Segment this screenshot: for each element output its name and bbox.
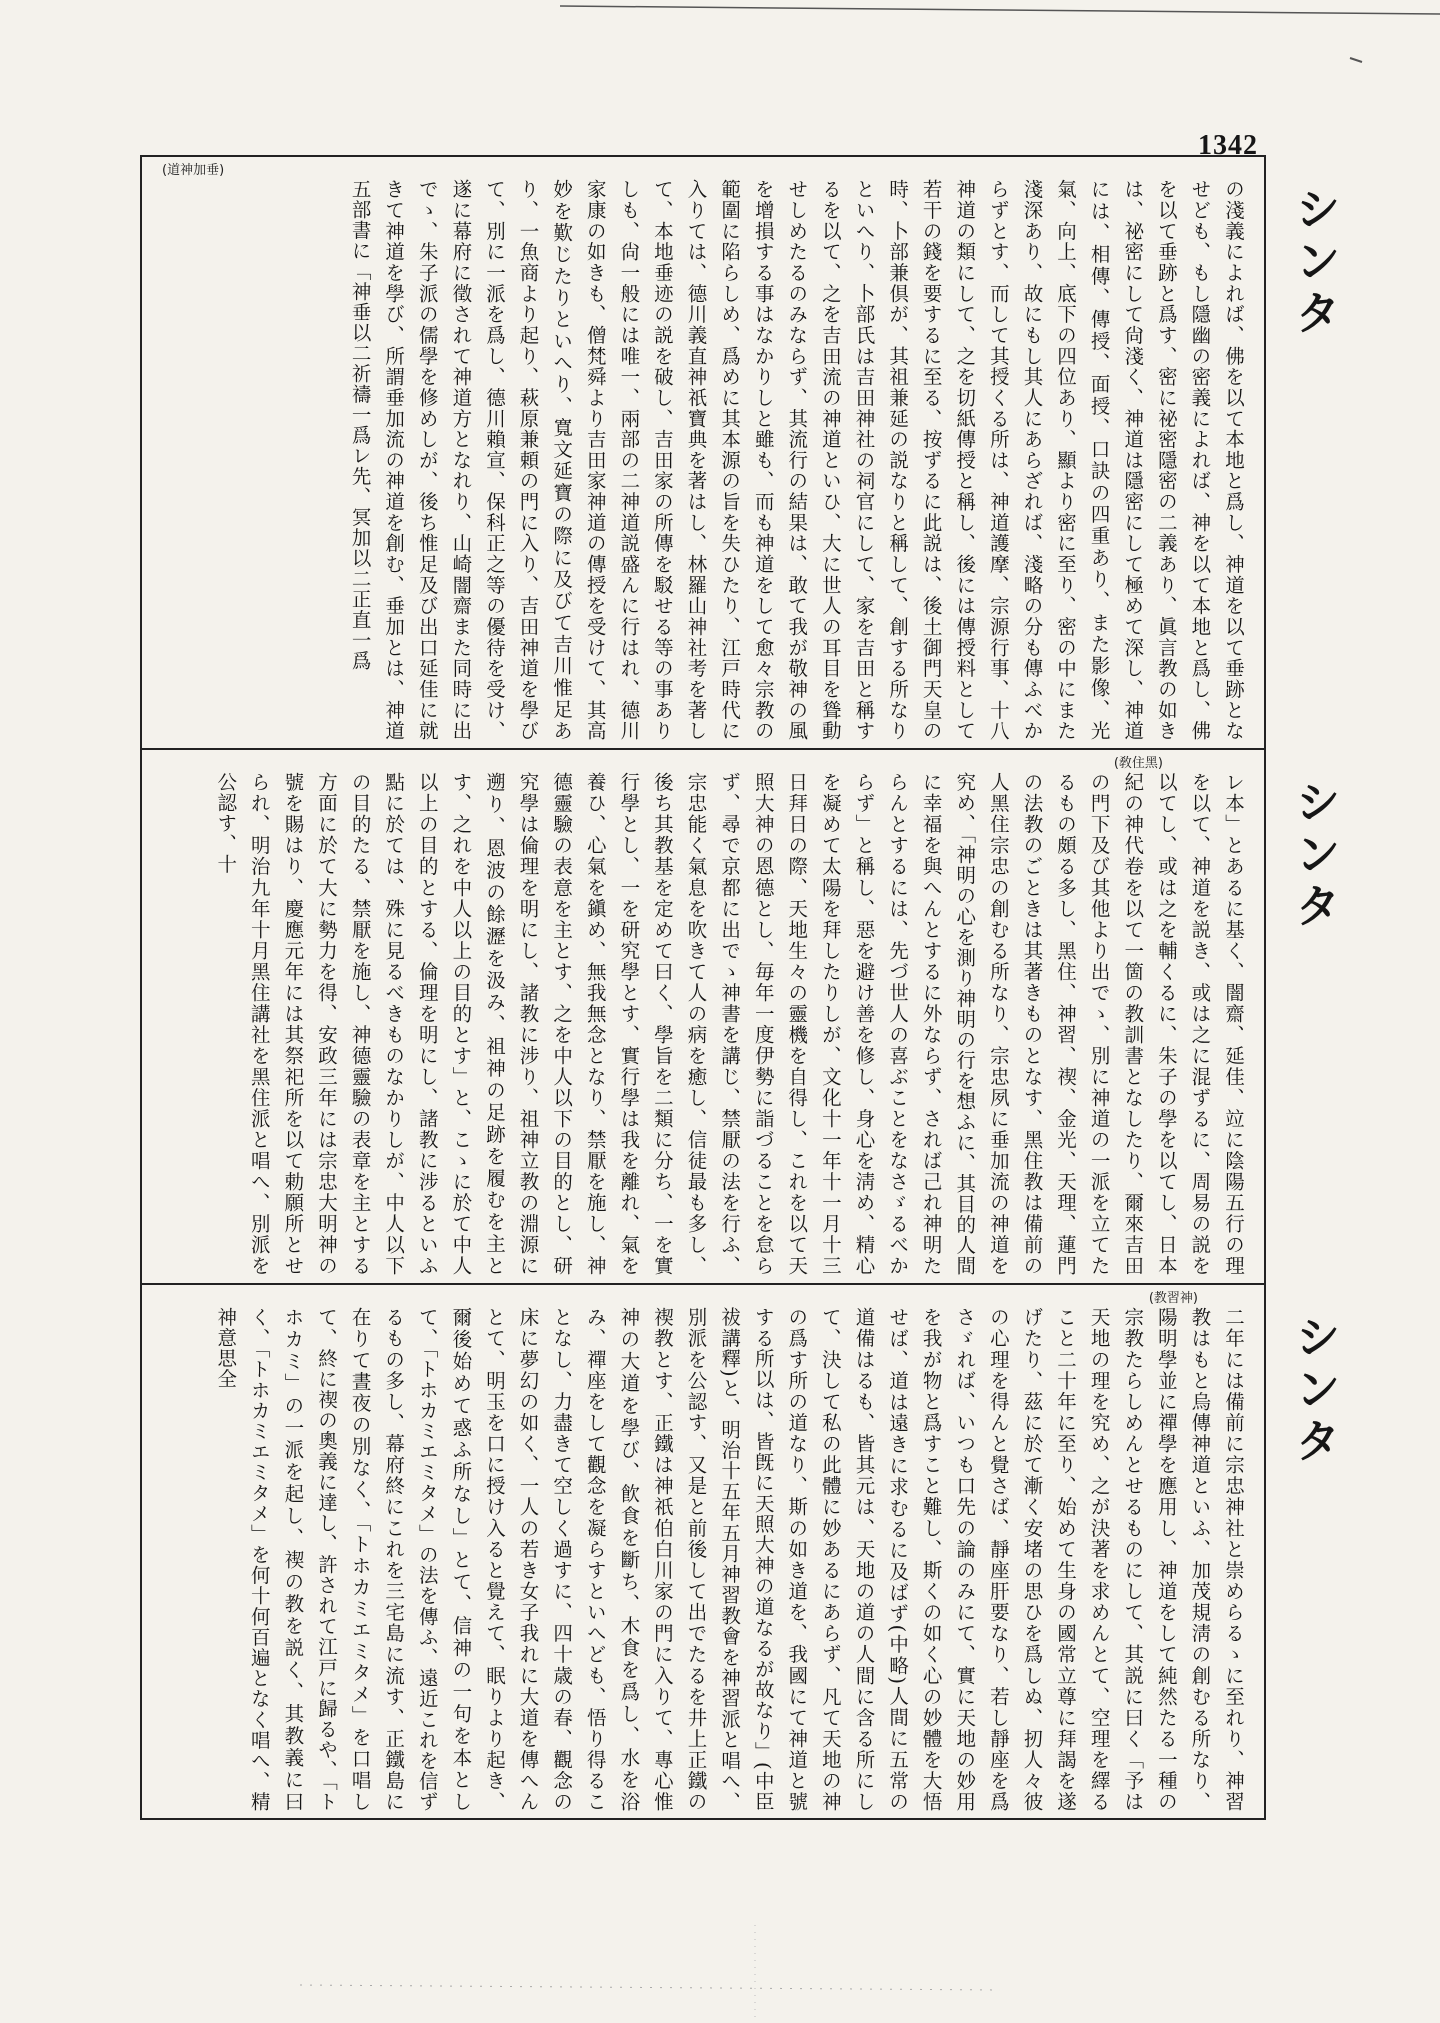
section-3 [142, 1285, 1342, 1818]
section-1 [142, 157, 1342, 747]
section-note: (敎住黑) [1113, 756, 1163, 771]
section-2 [142, 750, 1342, 1282]
section-heading: シンタ [1288, 1313, 1342, 1469]
section-body: 二年には備前に宗忠神社と崇めらるゝに至れり、神習教はもと烏傳神道といふ、加茂規淸の創むる所なり、陽明學並に禪學を應用し、神道をして純然たる一種の宗教たらしめんとせるものにして、其説に曰く「予は天地の理を究め、之が決著を求めんとて、空理を繹ること二十年に至り、始めて生身の國常立尊に拜謁を遂げたり、茲に於て漸く安堵の思ひを爲しぬ、扨人々彼の心理を得んと覺さば、靜座肝要なり、若し靜座を爲さゞれば、いつも口先の論のみにて、實に天地の妙用を我が物と爲すこと難し、斯くの如く心の妙體を大悟せば、道は遠きに求むるに及ばず(中略)人間に五常の道備はるも、皆其元は、天地の道の人間に含る所にして、決して私の此體に妙あるにあらず、凡て天地の神の爲す所の道なり、斯の如き道を、我國にて神道と號する所以は、皆旣に天照大神の道なるが故なり」(中臣祓講釋)と、明治十五年五月神習教會を神習派と唱へ、別派を公認す、又是と前後して出でたるを井上正鐵の禊教とす、正鐵は神祇伯白川家の門に入りて、專心惟神の大道を學び、飮食を斷ち、木食を爲し、水を浴み、禪座をして觀念を凝らすといへども、悟り得ることなし、力盡きて空しく過すに、四十歳の春、觀念の床に夢幻の如く、一人の若き女子我れに大道を傳へんとて、明玉を口に授け入ると覺えて、眠りより起き、爾後始めて惑ふ所なし」とて、信神の一句を本として、「トホカミエミタメ」の法を傳ふ、遠近これを信ずるもの多し、幕府終にこれを三宅島に流す、正鐵島に在りて晝夜の別なく、「トホカミエミタメ」を口唱して、終に禊の奧義に達し、許されて江戸に歸るや、「トホカミ」の一派を起し、禊の教を説く、其教義に曰く、「トホカミエミタメ」を何十何百遍となく唱へ、精神意思全 [214, 1307, 1245, 1812]
section-note: (道神加垂) [162, 163, 225, 178]
section-note: (教習神) [1148, 1291, 1198, 1306]
section-heading: シンタ [1288, 185, 1342, 341]
section-body: の淺義によれば、佛を以て本地と爲し、神道を以て垂跡となせども、もし隱幽の密義によれば、神を以て本地と爲し、佛を以て垂跡と爲す、密に祕密隱密の二義あり、眞言教の如きは、祕密にして尙淺く、神道は隱密にして極めて深し、神道には、相傳、傳授、面授、口訣の四重あり、また影像、光氣、向上、底下の四位あり、顯より密に至り、密の中にまた淺深あり、故にもし其人にあらざれば、淺略の分も傳ふべからずとす、而して其授くる所は、神道護摩、宗源行事、十八神道の類にして、之を切紙傳授と稱し、後には傳授料として若干の錢を要するに至る、按ずるに此説は、後土御門天皇の時、卜部兼倶が、其祖兼延の説なりと稱して、創する所なりといへり、卜部氏は吉田神社の祠官にして、家を吉田と稱するを以て、之を吉田流の神道といひ、大に世人の耳目を聳動せしめたるのみならず、其流行の結果は、敢て我が敬神の風を增損する事はなかりしと雖も、而も神道をして愈々宗教の範圍に陷らしめ、爲めに其本源の旨を失ひたり、江戸時代に入りては、德川義直神祇寶典を著はし、林羅山神社考を著して、本地垂迹の説を破し、吉田家の所傳を駁せる等の事ありしも、尙一般には唯一、兩部の二神道説盛んに行はれ、德川家康の如きも、僧梵舜より吉田家神道の傳授を受けて、其高妙を歎じたりといへり、寬文延寶の際に及びて吉川惟足あり、一魚商より起り、萩原兼頼の門に入り、吉田神道を學びて、別に一派を爲し、德川賴宣、保科正之等の優待を受け、遂に幕府に徵されて神道方となれり、山崎闇齋また同時に出でゝ、朱子派の儒學を修めしが、後ち惟足及び出口延佳に就きて神道を學び、所謂垂加流の神道を創む、垂加とは、神道五部書に「神垂以二祈禱一爲レ先、冥加以二正直一爲 [348, 179, 1245, 741]
section-heading: シンタ [1288, 778, 1342, 934]
page-number: 1342 [1198, 130, 1258, 161]
section-body: レ本」とあるに基く、闇齋、延佳、竝に陰陽五行の理を以て、神道を説き、或は之に混ずるに、周易の説を以てし、或は之を輔くるに、朱子の學を以てし、日本紀の神代卷を以て一箇の教訓書となしたり、爾來吉田の門下及び其他より出でゝ、別に神道の一派を立てたるもの頗る多し、黑住、神習、禊、金光、天理、蓮門の法教のごときは其著きものとなす、黑住教は備前の人黑住宗忠の創むる所なり、宗忠夙に垂加流の神道を究め、「神明の心を測り神明の行を想ふに、其目的人間に幸福を與へんとするに外ならず、されば己れ神明たらんとするには、先づ世人の喜ぶことをなさゞるべからず」と稱し、惡を避け善を修し、身心を淸め、精心を凝めて太陽を拜したりしが、文化十一年十一月十三日拜日の際、天地生々の靈機を自得し、これを以て天照大神の恩德とし、毎年一度伊勢に詣づることを怠らず、尋で京都に出でゝ神書を講じ、禁厭の法を行ふ、宗忠能く氣息を吹きて人の病を癒し、信徒最も多し、後ち其教基を定めて曰く、學旨を二類に分ち、一を實行學とし、一を研究學とす、實行學は我を離れ、氣を養ひ、心氣を鎭め、無我無念となり、禁厭を施し、神德靈驗の表意を主とす、之を中人以下の目的とし、研究學は倫理を明にし、諸教に涉り、祖神立教の淵源に遡り、恩波の餘瀝を汲み、祖神の足跡を履むを主とす、之れを中人以上の目的とす」と、こゝに於て中人以上の目的とする、倫理を明にし、諸教に涉るといふ點に於ては、殊に見るべきものなかりしが、中人以下の目的たる、禁厭を施し、神德靈驗の表章を主とする方面に於て大に勢力を得、安政三年には宗忠大明神の號を賜はり、慶應元年には其祭祀所を以て勅願所とせられ、明治九年十月黑住講社を黑住派と唱へ、別派を公認す、十 [214, 772, 1245, 1276]
